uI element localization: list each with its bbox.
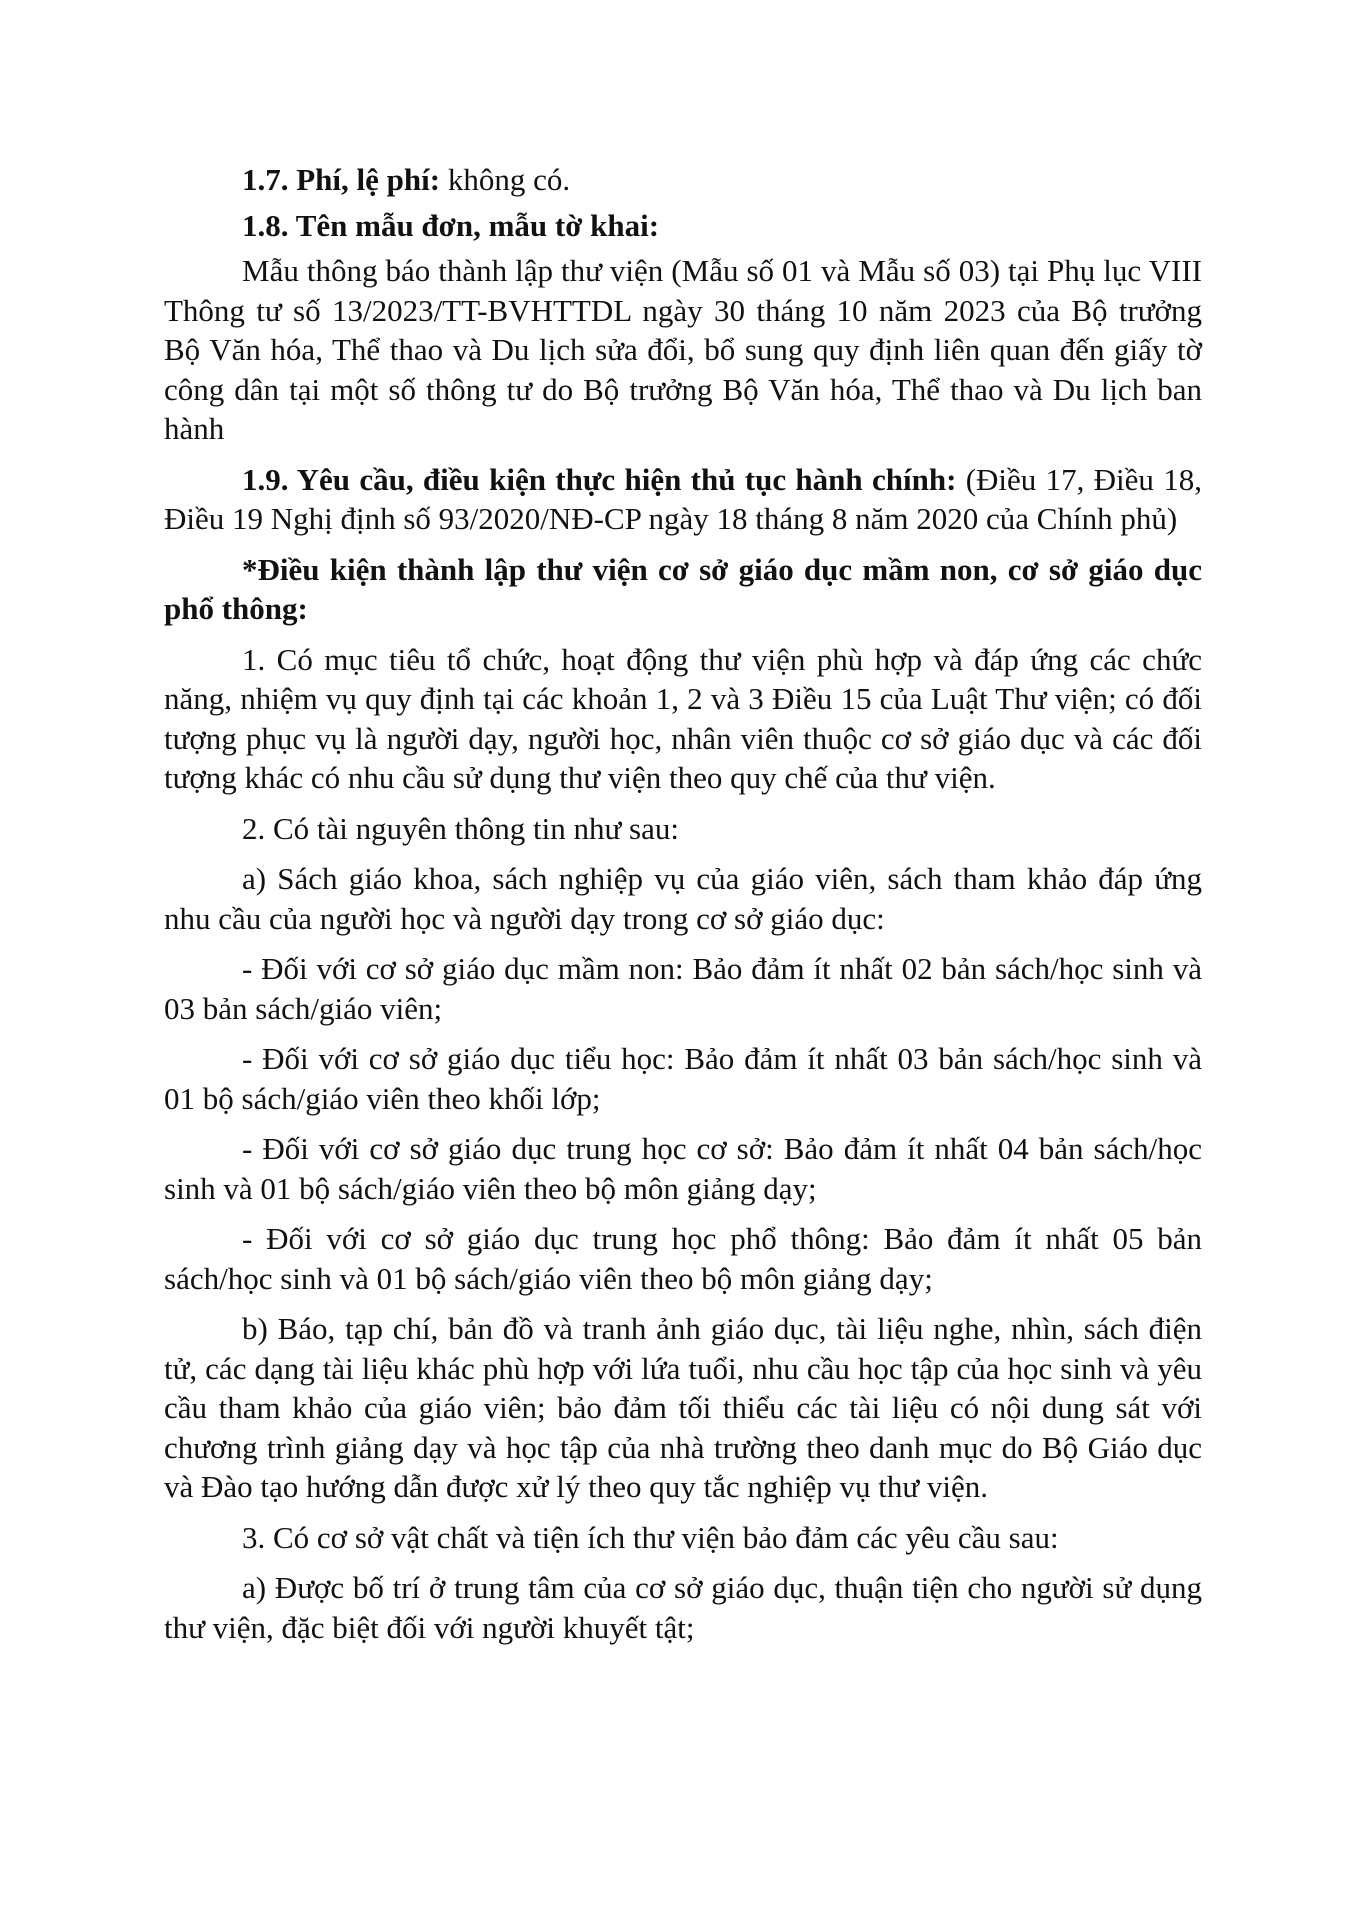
document-page xyxy=(164,160,1202,1658)
condition-item-3: 3. Có cơ sở vật chất và tiện ích thư viện bảo đảm các yêu cầu sau: xyxy=(242,1519,1059,1555)
section-fee-heading: 1.7. Phí, lệ phí: xyxy=(242,162,441,197)
section-requirements-text: (Điều 17, Điều 18, Điều 19 Nghị định số 93/2020/NĐ-CP ngày 18 tháng 8 năm 2020 của Chính phủ) xyxy=(164,461,1202,536)
condition-item-2: 2. Có tài nguyên thông tin như sau: xyxy=(242,810,679,846)
condition-item-2a: a) Sách giáo khoa, sách nghiệp vụ của giáo viên, sách tham khảo đáp ứng nhu cầu của người học và người dạy trong cơ sở giáo dục: xyxy=(164,861,1202,936)
conditions-heading: *Điều kiện thành lập thư viện cơ sở giáo dục mầm non, cơ sở giáo dục phổ thông: xyxy=(164,551,1202,626)
condition-item-3a: a) Được bố trí ở trung tâm của cơ sở giáo dục, thuận tiện cho người sử dụng thư viện, đặc biệt đối với người khuyết tật; xyxy=(164,1570,1202,1645)
section-form-name-text: Mẫu thông báo thành lập thư viện (Mẫu số 01 và Mẫu số 03) tại Phụ lục VIII Thông tư số 13/2023/TT-BVHTTDL ngày 30 tháng 10 năm 2023 của Bộ trưởng Bộ Văn hóa, Thể thao và Du lịch sửa đổi, bổ sung quy định liên quan đến giấy tờ công dân tại một số thông tư do Bộ trưởng Bộ Văn hóa, Thể thao và Du lịch ban hành xyxy=(164,253,1202,446)
condition-item-primary: - Đối với cơ sở giáo dục tiểu học: Bảo đảm ít nhất 03 bản sách/học sinh và 01 bộ sách/giáo viên theo khối lớp; xyxy=(164,1041,1202,1116)
section-fee-text: không có. xyxy=(440,162,571,197)
condition-item-upper-secondary: - Đối với cơ sở giáo dục trung học phổ thông: Bảo đảm ít nhất 05 bản sách/học sinh và 01 bộ sách/giáo viên theo bộ môn giảng dạy; xyxy=(164,1221,1202,1296)
condition-item-1: 1. Có mục tiêu tổ chức, hoạt động thư viện phù hợp và đáp ứng các chức năng, nhiệm vụ quy định tại các khoản 1, 2 và 3 Điều 15 của Luật Thư viện; có đối tượng phục vụ là người dạy, người học, nhân viên thuộc cơ sở giáo dục và các đối tượng khác có nhu cầu sử dụng thư viện theo quy chế của thư viện. xyxy=(164,641,1202,795)
section-form-name-heading: 1.8. Tên mẫu đơn, mẫu tờ khai: xyxy=(242,207,660,243)
section-requirements-heading: 1.9. Yêu cầu, điều kiện thực hiện thủ tục hành chính: xyxy=(242,461,957,497)
condition-item-2b: b) Báo, tạp chí, bản đồ và tranh ảnh giáo dục, tài liệu nghe, nhìn, sách điện tử, các dạng tài liệu khác phù hợp với lứa tuổi, nhu cầu học tập của học sinh và yêu cầu tham khảo của giáo viên; bảo đảm tối thiểu các tài liệu có nội dung sát với chương trình giảng dạy và học tập của nhà trường theo danh mục do Bộ Giáo dục và Đào tạo hướng dẫn được xử lý theo quy tắc nghiệp vụ thư viện. xyxy=(164,1311,1202,1504)
section-fee xyxy=(164,160,1202,200)
condition-item-lower-secondary: - Đối với cơ sở giáo dục trung học cơ sở: Bảo đảm ít nhất 04 bản sách/học sinh và 01 bộ sách/giáo viên theo bộ môn giảng dạy; xyxy=(164,1131,1202,1206)
section-requirements xyxy=(164,460,1202,539)
condition-item-preschool: - Đối với cơ sở giáo dục mầm non: Bảo đảm ít nhất 02 bản sách/học sinh và 03 bản sách/giáo viên; xyxy=(164,951,1202,1026)
